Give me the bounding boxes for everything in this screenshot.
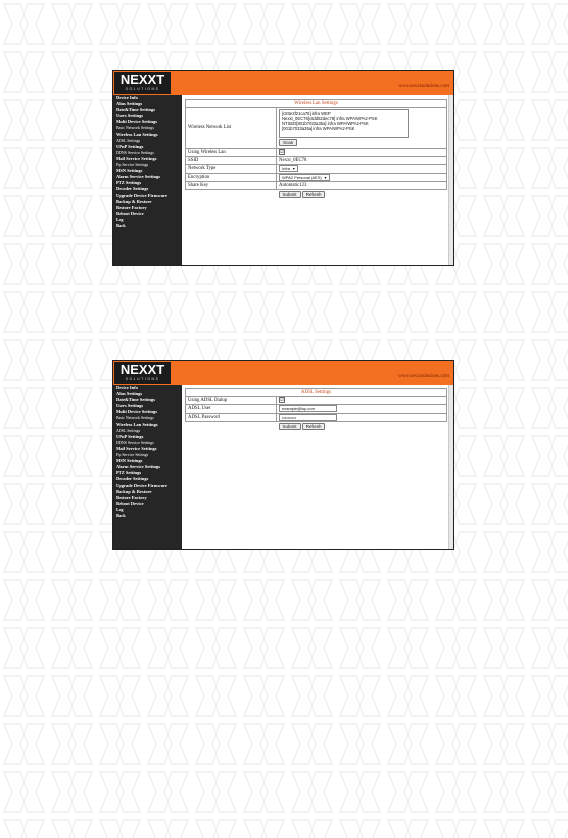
sidebar-item-restore-factory[interactable]: Restore Factory [116,494,147,500]
brand-url-link[interactable]: www.nexxtsolutions.com [398,84,449,89]
sidebar-item-date-time-settings[interactable]: Date&Time Settings [116,107,156,113]
sidebar-item-users-settings[interactable]: Users Settings [116,403,144,409]
sidebar-item-adsl-settings[interactable]: ADSL Settings [116,427,141,433]
network-list-item[interactable]: NTSED[801b7033a35a] infra WPA/WPA2-PSK [282,121,369,126]
sidebar-item-users-settings[interactable]: Users Settings [116,113,144,119]
sidebar-item-basic-network-settings[interactable]: Basic Network Settings [116,415,154,421]
sidebar-item-multi-device-settings[interactable]: Multi Device Settings [116,119,157,125]
network-type-label: Network Type [186,165,277,174]
form-title: ADSL Settings [186,389,447,397]
main-content [182,95,453,265]
sidebar-item-backup-restore[interactable]: Backup & Restore [116,488,152,494]
sidebar-item-device-info[interactable]: Device Info [116,385,138,390]
sidebar-item-reboot-device[interactable]: Reboot Device [116,500,144,506]
sidebar-item-decoder-settings[interactable]: Decoder Settings [116,476,149,482]
sidebar-item-alias-settings[interactable]: Alias Settings [116,391,143,397]
logo [114,72,171,94]
sidebar-item-wireless-lan-settings[interactable]: Wireless Lan Settings [116,131,158,137]
sidebar-menu [113,385,182,549]
form-title: Wireless Lan Settings [186,100,447,108]
sidebar-item-backup-restore[interactable]: Backup & Restore [116,198,152,204]
sidebar-item-mail-service-settings[interactable]: Mail Service Settings [116,445,157,451]
main-content [182,385,453,549]
submit-button[interactable]: Submit [279,423,301,430]
network-type-value: Infra [282,166,291,172]
sidebar-item-date-time-settings[interactable]: Date&Time Settings [116,397,156,403]
logo-text: NEXXT [120,72,165,87]
sidebar-item-device-info[interactable]: Device Info [116,95,138,100]
sidebar-item-back[interactable]: Back [116,222,126,228]
brand-url-link[interactable]: www.nexxtsolutions.com [398,374,449,379]
adsl-settings-screenshot [112,360,454,550]
sidebar-item-decoder-settings[interactable]: Decoder Settings [116,186,149,192]
logo-subtext: SOLUTIONS [125,377,160,381]
ssid-value: Nexxt_0EC78 [279,157,307,163]
sidebar-item-upgrade-device-firmware[interactable]: Upgrade Device Firmware [116,192,167,198]
sidebar-menu [113,95,182,265]
share-key-label: Share Key [186,182,277,190]
using-wireless-checkbox[interactable]: ☑ [280,149,284,154]
ssid-label: SSID [186,157,277,165]
sidebar-item-basic-network-settings[interactable]: Basic Network Settings [116,125,154,131]
network-type-select[interactable] [279,165,298,172]
scan-button[interactable]: Scan [279,139,297,146]
wireless-network-list[interactable] [279,109,409,138]
adsl-user-input[interactable]: example@isp.com [279,405,337,412]
sidebar-item-ddns-service-settings[interactable]: DDNS Service Settings [116,149,154,155]
sidebar-item-multi-device-settings[interactable]: Multi Device Settings [116,409,157,415]
network-list-label: Wireless Network List [186,108,277,149]
adsl-settings-form [185,388,447,431]
sidebar-item-mail-service-settings[interactable]: Mail Service Settings [116,155,157,161]
encryption-value: WPA2 Personal (AES) [282,174,322,180]
sidebar-item-back[interactable]: Back [116,512,126,518]
sidebar-item-upgrade-device-firmware[interactable]: Upgrade Device Firmware [116,482,167,488]
scrollbar[interactable] [448,95,453,265]
sidebar-item-restore-factory[interactable]: Restore Factory [116,204,147,210]
sidebar-item-upnp-settings[interactable]: UPnP Settings [116,143,144,149]
encryption-select[interactable] [279,174,330,181]
scrollbar[interactable] [448,385,453,549]
refresh-button[interactable]: Refresh [302,191,326,198]
sidebar-item-ftp-service-settings[interactable]: Ftp Service Settings [116,452,149,458]
wireless-settings-form [185,99,447,199]
network-list-item[interactable]: [c83e3f21ca78] infra WEP [282,111,331,116]
submit-button[interactable]: Submit [279,191,301,198]
encryption-label: Encryption [186,173,277,182]
network-list-item[interactable]: [001b7033a35a] infra WPA/WPA2-PSK [282,126,355,131]
sidebar-item-msn-settings[interactable]: MSN Settings [116,168,143,174]
logo [114,362,171,384]
sidebar-item-msn-settings[interactable]: MSN Settings [116,458,143,464]
sidebar-item-upnp-settings[interactable]: UPnP Settings [116,433,144,439]
sidebar-item-reboot-device[interactable]: Reboot Device [116,210,144,216]
sidebar-item-ftp-service-settings[interactable]: Ftp Service Settings [116,162,149,168]
sidebar-item-alarm-service-settings[interactable]: Alarm Service Settings [116,464,160,470]
adsl-password-input[interactable]: •••••••••• [279,414,337,421]
sidebar-item-wireless-lan-settings[interactable]: Wireless Lan Settings [116,421,158,427]
header-bar [113,71,453,95]
share-key-value: Automatic123 [279,182,307,188]
using-wireless-label: Using Wireless Lan [186,149,277,157]
chevron-down-icon: ▼ [292,167,296,172]
sidebar-item-ptz-settings[interactable]: PTZ Settings [116,180,142,186]
refresh-button[interactable]: Refresh [302,423,326,430]
wireless-settings-screenshot [112,70,454,266]
sidebar-item-log[interactable]: Log [116,216,124,222]
sidebar-item-alarm-service-settings[interactable]: Alarm Service Settings [116,174,160,180]
logo-text: NEXXT [120,362,165,377]
header-bar [113,361,453,385]
sidebar-item-ddns-service-settings[interactable]: DDNS Service Settings [116,439,154,445]
sidebar-item-log[interactable]: Log [116,506,124,512]
sidebar-item-alias-settings[interactable]: Alias Settings [116,101,143,107]
adsl-password-label: ADSL Password [186,413,277,422]
network-list-item[interactable]: Nexxt_0EC78[c8dd52dec78] infra WPA/WPA2-PSK [282,116,378,121]
adsl-dialup-checkbox[interactable]: ☑ [280,397,284,402]
chevron-down-icon: ▼ [323,175,328,180]
sidebar-item-ptz-settings[interactable]: PTZ Settings [116,470,142,476]
logo-subtext: SOLUTIONS [125,87,160,91]
sidebar-item-adsl-settings[interactable]: ADSL Settings [116,137,141,143]
adsl-user-label: ADSL User [186,405,277,414]
adsl-dialup-label: Using ADSL Dialup [186,397,277,405]
